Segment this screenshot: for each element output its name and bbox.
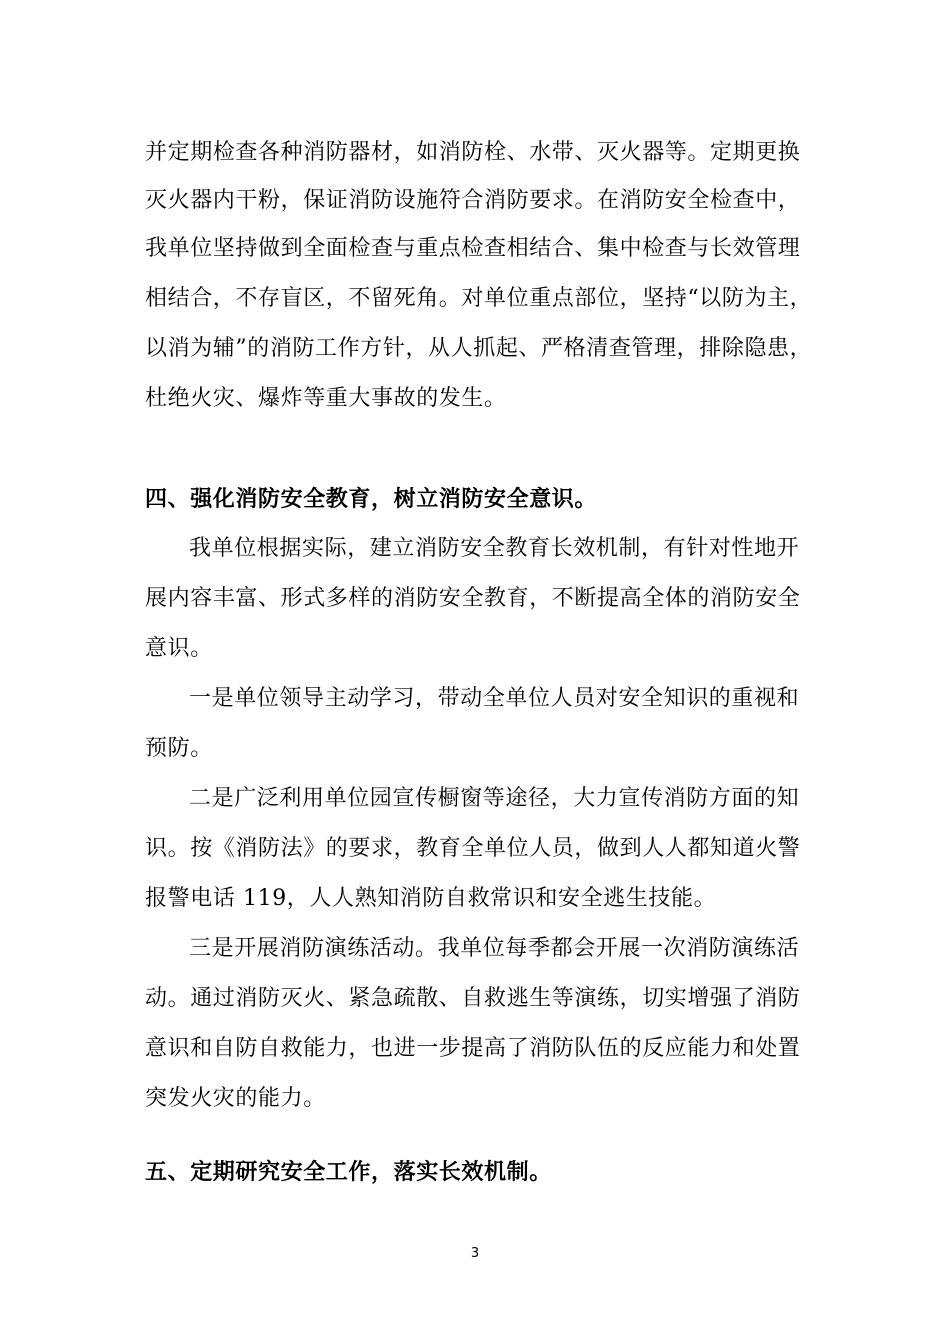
page-number: 3 xyxy=(470,1246,480,1261)
body-line-17: 意识和自防自救能力，也进一步提高了消防队伍的反应能力和处置 xyxy=(145,1036,801,1061)
body-line-13: 识。按《消防法》的要求，教育全单位人员，做到人人都知道火警 xyxy=(145,836,801,861)
body-line-18: 突发火灾的能力。 xyxy=(145,1086,326,1111)
body-line-2: 灭火器内干粉，保证消防设施符合消防要求。在消防安全检查中， xyxy=(145,188,801,213)
body-line-14: 报警电话 119，人人熟知消防自救常识和安全逃生技能。 xyxy=(145,886,717,911)
body-line-1: 并定期检查各种消防器材，如消防栓、水带、灭火器等。定期更换 xyxy=(145,140,801,165)
body-line-4: 相结合，不存盲区，不留死角。对单位重点部位，坚持“以防为主， xyxy=(145,286,813,311)
section-heading-5: 五、定期研究安全工作，落实长效机制。 xyxy=(145,1160,552,1185)
body-line-3: 我单位坚持做到全面检查与重点检查相结合、集中检查与长效管理 xyxy=(145,236,801,261)
body-line-6: 杜绝火灾、爆炸等重大事故的发生。 xyxy=(145,386,507,411)
body-line-11: 预防。 xyxy=(145,736,213,761)
body-line-9: 意识。 xyxy=(145,636,213,661)
body-line-16: 动。通过消防灭火、紧急疏散、自救逃生等演练，切实增强了消防 xyxy=(145,986,801,1011)
body-line-15: 三是开展消防演练活动。我单位每季都会开展一次消防演练活 xyxy=(189,936,800,961)
body-line-5: 以消为辅”的消防工作方针，从人抓起、严格清查管理，排除隐患， xyxy=(145,336,813,361)
body-line-10: 一是单位领导主动学习，带动全单位人员对安全知识的重视和 xyxy=(189,686,800,711)
body-line-8: 展内容丰富、形式多样的消防安全教育，不断提高全体的消防安全 xyxy=(145,586,801,611)
body-line-7: 我单位根据实际，建立消防安全教育长效机制，有针对性地开 xyxy=(189,536,800,561)
section-heading-4: 四、强化消防安全教育，树立消防安全意识。 xyxy=(145,487,598,512)
body-line-12: 二是广泛利用单位园宣传橱窗等途径，大力宣传消防方面的知 xyxy=(189,786,800,811)
